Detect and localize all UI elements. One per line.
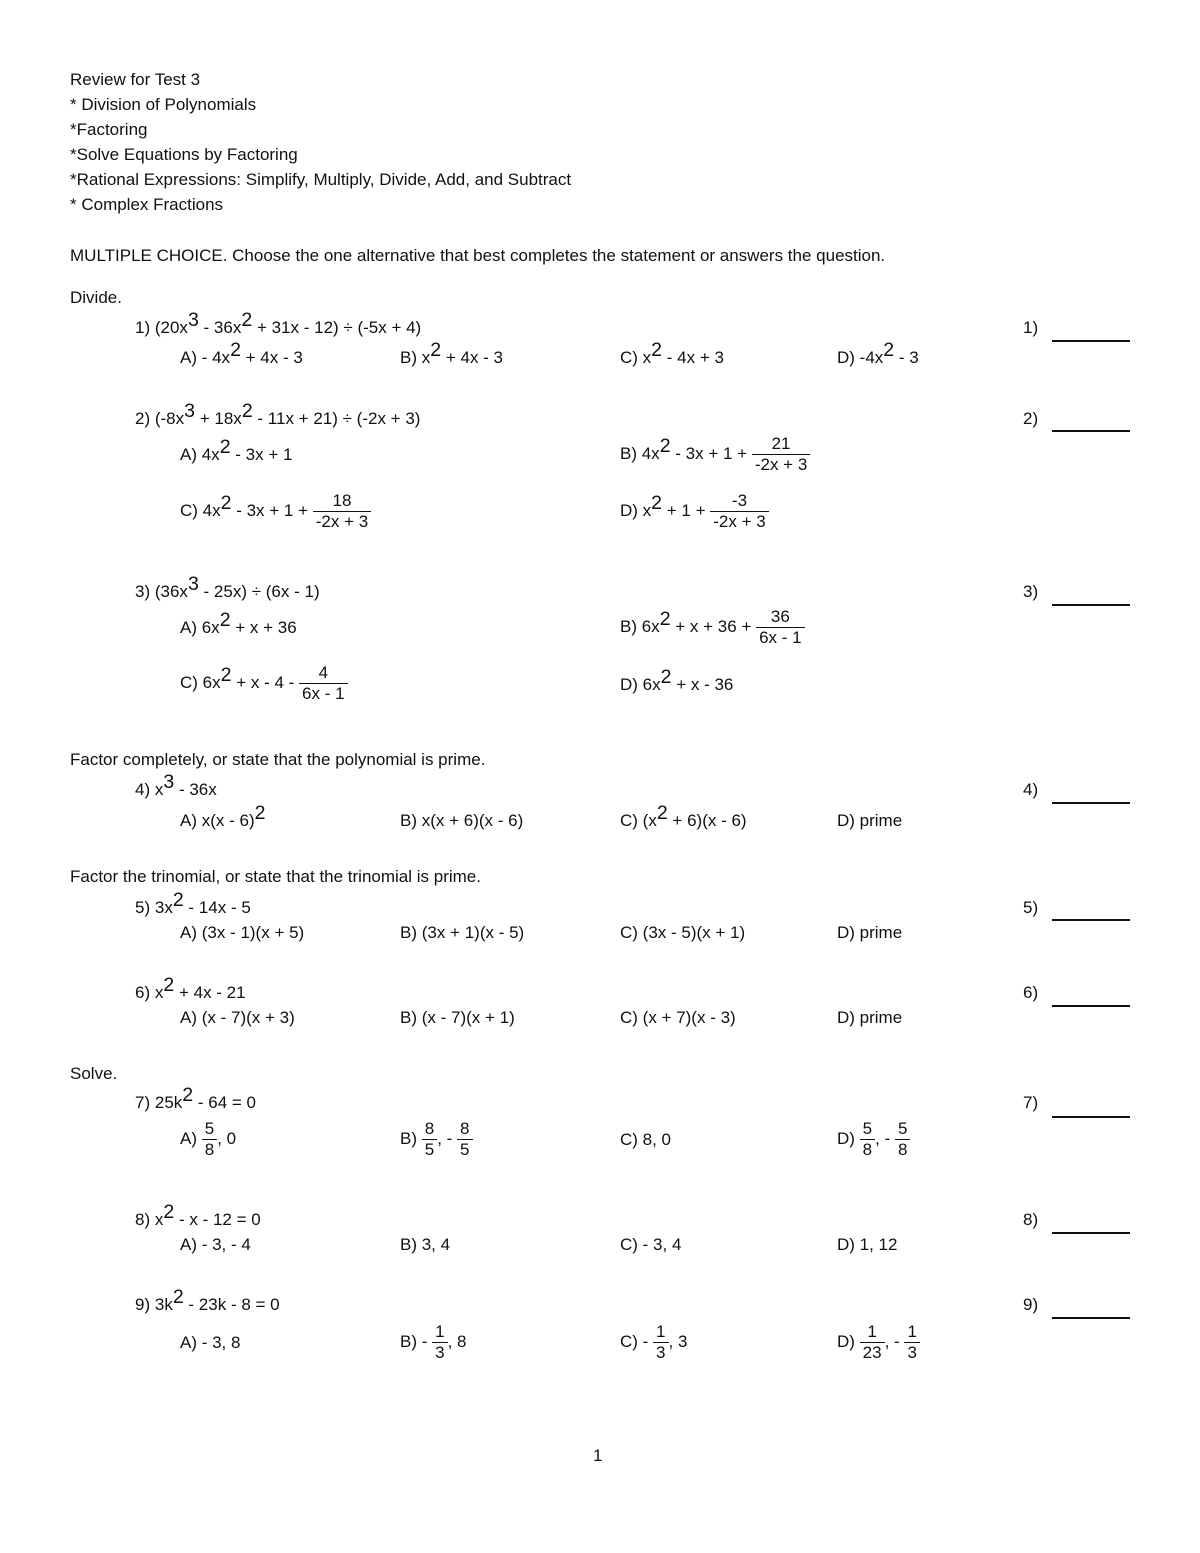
choice-5d[interactable]: D) prime <box>837 923 903 942</box>
question-6: 6) $x^2 + 4x - 21$ <box>135 974 246 1002</box>
choice-1b[interactable]: B) $x^2 + 4x - 3$ <box>400 339 503 367</box>
choice-3b[interactable]: B) $6x^2 + x + 36$ + $\frac{36}{6x - 1}$ <box>620 607 805 648</box>
choice-8b[interactable]: B) 3, 4 <box>400 1235 451 1254</box>
page-title: Review for Test 3 <box>70 70 201 89</box>
choice-4b[interactable]: B) x(x + 6)(x - 6) <box>400 811 524 830</box>
fraction: $\frac{4}{6x - 1}$ <box>299 663 348 704</box>
answer-label-3: 3) <box>1023 582 1039 601</box>
answer-blank-9[interactable] <box>1052 1317 1130 1319</box>
question-number: 2) <box>135 409 151 428</box>
question-number: 4) <box>135 780 151 799</box>
question-number: 5) <box>135 898 151 917</box>
fraction: $\frac{1}{3}$ <box>653 1322 668 1363</box>
choice-5c[interactable]: C) (3x - 5)(x + 1) <box>620 923 746 942</box>
choice-6a[interactable]: A) (x - 7)(x + 3) <box>180 1008 295 1027</box>
fraction: $\frac{-3}{-2x + 3}$ <box>710 491 768 532</box>
choice-4a[interactable]: A) x(x - 6)$^2$ <box>180 802 266 830</box>
choice-8d[interactable]: D) 1, 12 <box>837 1235 898 1254</box>
topic-item: *Rational Expressions: Simplify, Multiply, Divide, Add, and Subtract <box>70 170 572 189</box>
fraction: $\frac{1}{3}$ <box>904 1322 919 1363</box>
question-5: 5) $3x^2 - 14x - 5$ <box>135 889 251 917</box>
question-3: 3) $(36x^3 - 25x) \div (6x - 1)$ <box>135 573 320 601</box>
choice-2a[interactable]: A) $4x^2 - 3x + 1$ <box>180 436 293 464</box>
choice-8c[interactable]: C) - 3, 4 <box>620 1235 682 1254</box>
choice-6c[interactable]: C) (x + 7)(x - 3) <box>620 1008 736 1027</box>
choice-7c[interactable]: C) 8, 0 <box>620 1130 672 1149</box>
question-2: 2) $(-8x^3 + 18x^2 - 11x + 21) \div (-2x + 3)$ <box>135 400 421 428</box>
question-number: 7) <box>135 1093 151 1112</box>
topic-item: *Solve Equations by Factoring <box>70 145 298 164</box>
question-number: 6) <box>135 983 151 1002</box>
fraction: $\frac{8}{5}$ <box>457 1119 472 1160</box>
question-7: 7) $25k^2 - 64 = 0$ <box>135 1084 257 1112</box>
answer-blank-8[interactable] <box>1052 1232 1130 1234</box>
answer-label-4: 4) <box>1023 780 1039 799</box>
fraction: $\frac{5}{8}$ <box>860 1119 875 1160</box>
question-number: 1) <box>135 318 151 337</box>
section-heading-factor-trinomial: Factor the trinomial, or state that the trinomial is prime. <box>70 867 481 886</box>
fraction: $\frac{36}{6x - 1}$ <box>756 607 805 648</box>
question-number: 3) <box>135 582 151 601</box>
choice-9d[interactable]: D) $\frac{1}{23}$ , - $\frac{1}{3}$ <box>837 1322 920 1363</box>
section-heading-divide: Divide. <box>70 288 122 307</box>
question-8: 8) $x^2 - x - 12 = 0$ <box>135 1201 261 1229</box>
page-number: 1 <box>593 1446 603 1465</box>
choice-1d[interactable]: D) $-4x^2 - 3$ <box>837 339 919 367</box>
choice-2c[interactable]: C) $4x^2 - 3x + 1$ + $\frac{18}{-2x + 3}$ <box>180 491 371 532</box>
question-number: 9) <box>135 1295 151 1314</box>
question-9: 9) $3k^2 - 23k - 8 = 0$ <box>135 1286 280 1314</box>
choice-7b[interactable]: B) $\frac{8}{5}$ , - $\frac{8}{5}$ <box>400 1119 473 1160</box>
choice-9c[interactable]: C) - $\frac{1}{3}$ , 3 <box>620 1322 688 1362</box>
question-4: 4) $x^3 - 36x$ <box>135 771 217 799</box>
instructions: MULTIPLE CHOICE. Choose the one alternative that best completes the statement or answers the question. <box>70 246 886 265</box>
choice-3d[interactable]: D) $6x^2 + x - 36$ <box>620 666 734 694</box>
answer-blank-5[interactable] <box>1052 919 1130 921</box>
fraction: $\frac{18}{-2x + 3}$ <box>313 491 371 532</box>
answer-label-9: 9) <box>1023 1295 1039 1314</box>
answer-label-2: 2) <box>1023 409 1039 428</box>
choice-7d[interactable]: D) $\frac{5}{8}$ , - $\frac{5}{8}$ <box>837 1119 910 1160</box>
answer-label-1: 1) <box>1023 318 1039 337</box>
fraction: $\frac{1}{23}$ <box>860 1322 885 1363</box>
choice-9a[interactable]: A) - 3, 8 <box>180 1333 241 1352</box>
topic-item: * Division of Polynomials <box>70 95 257 114</box>
choice-3c[interactable]: C) $6x^2 + x - 4$ - $\frac{4}{6x - 1}$ <box>180 663 348 704</box>
question-1: 1) $(20x^3 - 36x^2 + 31x - 12) \div (-5x + 4)$ <box>135 309 422 337</box>
answer-blank-6[interactable] <box>1052 1005 1130 1007</box>
choice-9b[interactable]: B) - $\frac{1}{3}$ , 8 <box>400 1322 467 1362</box>
choice-6d[interactable]: D) prime <box>837 1008 903 1027</box>
answer-blank-2[interactable] <box>1052 430 1130 432</box>
choice-5a[interactable]: A) (3x - 1)(x + 5) <box>180 923 305 942</box>
answer-label-6: 6) <box>1023 983 1039 1002</box>
topic-item: * Complex Fractions <box>70 195 224 214</box>
choice-4c[interactable]: C) $(x^2 + 6)(x - 6)$ <box>620 802 747 830</box>
fraction: $\frac{8}{5}$ <box>422 1119 437 1160</box>
choice-4d[interactable]: D) prime <box>837 811 903 830</box>
answer-label-7: 7) <box>1023 1093 1039 1112</box>
choice-2d[interactable]: D) $x^2 + 1$ + $\frac{-3}{-2x + 3}$ <box>620 491 769 532</box>
answer-blank-3[interactable] <box>1052 604 1130 606</box>
choice-8a[interactable]: A) - 3, - 4 <box>180 1235 251 1254</box>
topic-item: *Factoring <box>70 120 148 139</box>
choice-5b[interactable]: B) (3x + 1)(x - 5) <box>400 923 525 942</box>
fraction: $\frac{1}{3}$ <box>432 1322 447 1363</box>
choice-7a[interactable]: A) $\frac{5}{8}$ , 0 <box>180 1119 237 1159</box>
choice-1a[interactable]: $A) - 4x^2 + 4x - 3$ <box>180 339 303 367</box>
choice-3a[interactable]: A) $6x^2 + x + 36$ <box>180 609 297 637</box>
section-heading-solve: Solve. <box>70 1064 118 1083</box>
answer-blank-7[interactable] <box>1052 1116 1130 1118</box>
question-number: 8) <box>135 1210 151 1229</box>
answer-blank-1[interactable] <box>1052 340 1130 342</box>
choice-6b[interactable]: B) (x - 7)(x + 1) <box>400 1008 515 1027</box>
answer-label-8: 8) <box>1023 1210 1039 1229</box>
answer-label-5: 5) <box>1023 898 1039 917</box>
answer-blank-4[interactable] <box>1052 802 1130 804</box>
choice-2b[interactable]: B) $4x^2 - 3x + 1$ + $\frac{21}{-2x + 3}$ <box>620 434 810 475</box>
fraction: $\frac{5}{8}$ <box>895 1119 910 1160</box>
choice-1c[interactable]: C) $x^2 - 4x + 3$ <box>620 339 724 367</box>
fraction: $\frac{21}{-2x + 3}$ <box>752 434 810 475</box>
fraction: $\frac{5}{8}$ <box>202 1119 217 1160</box>
section-heading-factor-polynomial: Factor completely, or state that the polynomial is prime. <box>70 750 486 769</box>
